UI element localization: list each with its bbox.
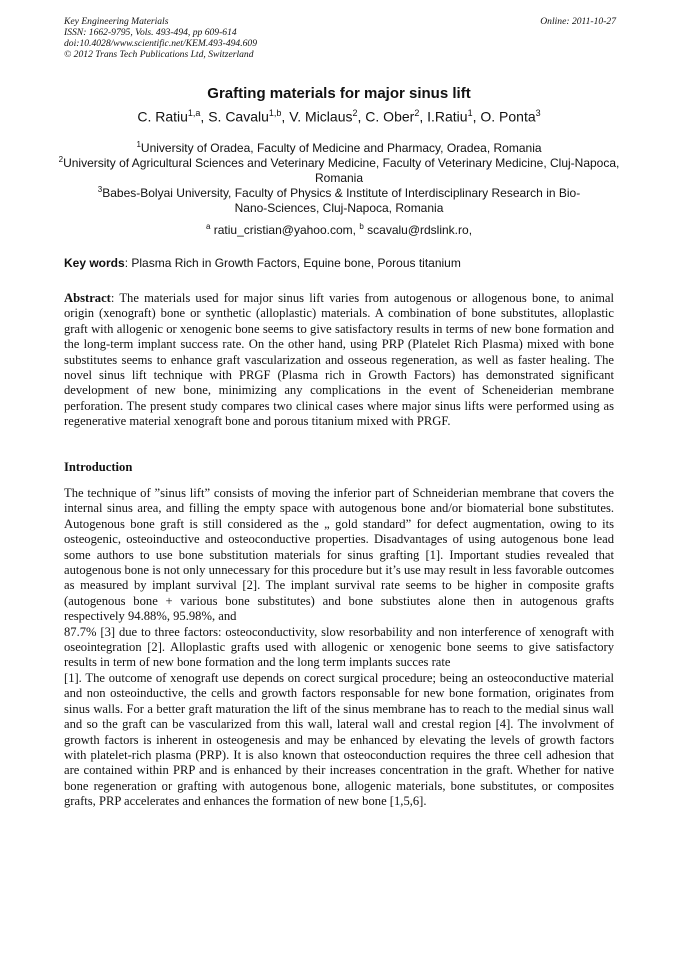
author-name: I.Ratiu (427, 108, 468, 125)
affiliation-text: University of Oradea, Faculty of Medicine and Pharmacy, Oradea, Romania (140, 141, 542, 155)
online-date: Online: 2011-10-27 (540, 16, 616, 27)
author-name: O. Ponta (480, 108, 536, 125)
abstract-text: : The materials used for major sinus lift varies from autogenous or allogenous bone, to animal origin (xenograft) bone or synthetic (alloplastic) materials. A combination of bone substitutes, alloplastic graft with allogenic or xenogenic bone seems to give satisfactory results in terms of new bone formation and the long-term implant success rate. On the other hand, using PRP (Platelet Rich Plasma) mixed with bone substitutes seems to enhance graft vascularization and osseous regeneration, as well as faster healing. The novel sinus lift technique with PRGF (Plasma rich in Growth Factors) has demonstrated significant development of new bone, minimizing any complications in the event of Scheneiderian membrane perforation. The present study compares two clinical cases where major sinus lifts were performed using as regenerative material xenograft bone and porous titanium mixed with PRGF. (64, 291, 614, 429)
journal-name: Key Engineering Materials (64, 16, 169, 27)
affiliation-sup: 3 (97, 185, 103, 194)
paper-title: Grafting materials for major sinus lift (207, 85, 471, 102)
author-name: S. Cavalu (208, 108, 269, 125)
author-sup: 1,b (268, 108, 282, 118)
author-name: C. Ratiu (137, 108, 188, 125)
email-a[interactable]: ratiu_cristian@yahoo.com, (213, 223, 356, 237)
affiliation-sup: 1 (136, 140, 141, 149)
author-name: C. Ober (365, 108, 415, 125)
author-sup: 3 (535, 108, 541, 118)
author-sup: 2 (352, 108, 358, 118)
author-sup: 1 (467, 108, 473, 118)
email-b[interactable]: scavalu@rdslink.ro, (367, 223, 473, 237)
body-paragraph: 87.7% [3] due to three factors: osteoconductivity, slow resorbability and non interference of xenograft with oseointegration [2]. Alloplastic grafts used with allogenic or xenogenic bone seems to give satisfactory results in term of new bone formation and the long term implants succes rate (64, 624, 614, 670)
email-line (60, 219, 618, 238)
author-list: C. Ratiu$^{1,a}$, S. Cavalu$^{1,b}$, V. Miclaus$^2$, C. Ober$^2$, I.Ratiu$^1$, O. Ponta$^3$ (137, 108, 541, 125)
copyright-line: © 2012 Trans Tech Publications Ltd, Switzerland (64, 49, 254, 60)
body-paragraph: [1]. The outcome of xenograft use depends on corect surgical procedure; being an osteoconductive material and non osteoinductive, the cells and growth factors responsable for new bone formation, originates from sinus walls. For a better graft maturation the lift of the sinus membrane has to reach to the medial sinus wall and so the graft can be vascularized from this wall, lateral wall and crestal region [4]. The involvment of growth factors is inherent in osteogenesis and may be enhanced by elevating the levels of growth factors with platelet-rich plasma (PRP). It is also known that osteoconduction requires the three cell adhesion that are contained within PRP and is enhanced by their increases concentration in the graft. Whether for native bone regeneration or grafting with autogenous bone, allogenic materials, bone substitutes, or composites grafts, PRP accelerates and enhances the formation of new bone [1,5,6]. (64, 670, 614, 809)
email-sup: a (205, 222, 211, 231)
author-sup: 2 (414, 108, 420, 118)
affiliation-sup: 2 (58, 155, 64, 164)
abstract (64, 291, 614, 430)
affiliation-3 (90, 182, 588, 216)
introduction-body (64, 486, 614, 810)
affiliation-text: Babes-Bolyai University, Faculty of Physics & Institute of Interdisciplinary Research in Bio-Nano-Sciences, Cluj-Napoca, Romania (102, 186, 581, 215)
keywords (64, 256, 461, 270)
keywords-text: : Plasma Rich in Growth Factors, Equine bone, Porous titanium (124, 256, 461, 270)
issn-line: ISSN: 1662-9795, Vols. 493-494, pp 609-614 (64, 27, 237, 38)
body-paragraph: The technique of ”sinus lift” consists of moving the inferior part of Schneiderian membrane that covers the internal sinus area, and filling the empty space with autogenous bone and/or biomaterial bone substitutes. Autogenous bone graft is still considered as the „ gold standard” for defect augmentation, owing to its osteogenic, osteoinductive and osteoconductive properties. Disadvantages of using autogenous bone lead some authors to use bone substitution materials for sinus grafting [1]. Important studies revealed that autogenous bone is not only unnecessary for this procedure but it’s use may result in less favorable outcomes as measured by implant survival [2]. The implant survival rate seems to be higher in composite grafts (autogenous bone + various bone substitutes) and bone substiutes alone then in autogenous grafts respectively 94.88%, 95.98%, and (64, 486, 614, 624)
email-sup: b (359, 222, 364, 231)
author-name: V. Miclaus (289, 108, 353, 125)
abstract-label: Abstract (64, 291, 111, 305)
doi-line: doi:10.4028/www.scientific.net/KEM.493-494.609 (64, 38, 258, 49)
keywords-label: Key words (64, 256, 125, 270)
section-heading-introduction: Introduction (64, 460, 133, 474)
author-sup: 1,a (187, 108, 201, 118)
affiliation-2 (40, 152, 638, 186)
affiliation-text: University of Agricultural Sciences and Veterinary Medicine, Faculty of Veterinary Medicine, Cluj-Napoca, Romania (63, 156, 620, 185)
journal-header (64, 16, 616, 60)
